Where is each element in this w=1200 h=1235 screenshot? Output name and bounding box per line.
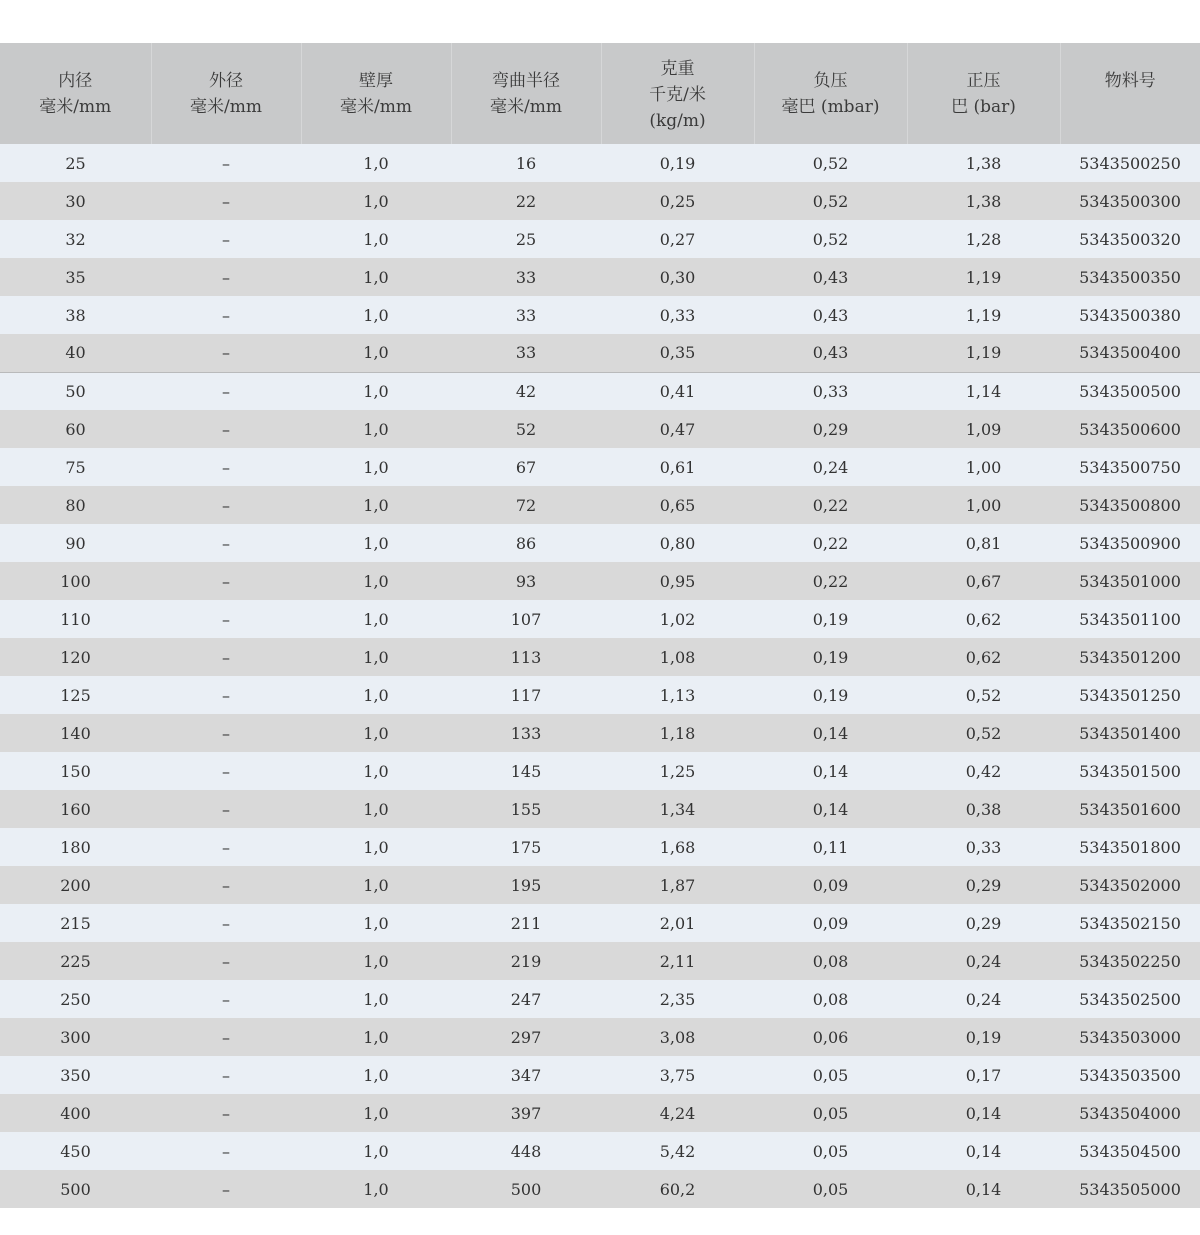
wall-thickness-cell: 1,0 <box>301 182 451 220</box>
bend-radius-cell: 52 <box>451 410 601 448</box>
outer-diameter-cell: – <box>151 1170 301 1208</box>
part-number-cell: 5343500380 <box>1060 296 1200 334</box>
weight-cell: 2,11 <box>601 942 754 980</box>
outer-diameter-cell: – <box>151 486 301 524</box>
header-outer-diameter <box>151 43 301 144</box>
vacuum-cell: 0,11 <box>754 828 907 866</box>
wall-thickness-cell: 1,0 <box>301 486 451 524</box>
bend-radius-cell: 175 <box>451 828 601 866</box>
bend-radius-cell: 297 <box>451 1018 601 1056</box>
inner-diameter-cell: 100 <box>0 562 151 600</box>
outer-diameter-cell: – <box>151 334 301 372</box>
pressure-cell: 1,19 <box>907 296 1060 334</box>
part-number-cell: 5343500900 <box>1060 524 1200 562</box>
part-number-cell: 5343500500 <box>1060 372 1200 410</box>
pressure-cell: 0,14 <box>907 1132 1060 1170</box>
part-number-cell: 5343500250 <box>1060 144 1200 182</box>
bend-radius-cell: 145 <box>451 752 601 790</box>
part-number-cell: 5343502250 <box>1060 942 1200 980</box>
weight-cell: 3,08 <box>601 1018 754 1056</box>
outer-diameter-cell: – <box>151 1132 301 1170</box>
header-line: 内径 <box>58 71 93 91</box>
header-line: 毫米/mm <box>340 97 412 117</box>
pressure-cell: 1,00 <box>907 448 1060 486</box>
outer-diameter-cell: – <box>151 980 301 1018</box>
wall-thickness-cell: 1,0 <box>301 144 451 182</box>
weight-cell: 60,2 <box>601 1170 754 1208</box>
table-row <box>0 1056 1200 1094</box>
outer-diameter-cell: – <box>151 866 301 904</box>
vacuum-cell: 0,05 <box>754 1132 907 1170</box>
outer-diameter-cell: – <box>151 258 301 296</box>
part-number-cell: 5343500350 <box>1060 258 1200 296</box>
inner-diameter-cell: 225 <box>0 942 151 980</box>
wall-thickness-cell: 1,0 <box>301 1056 451 1094</box>
weight-cell: 1,13 <box>601 676 754 714</box>
vacuum-cell: 0,05 <box>754 1056 907 1094</box>
header-line: 毫米/mm <box>190 97 262 117</box>
inner-diameter-cell: 90 <box>0 524 151 562</box>
outer-diameter-cell: – <box>151 448 301 486</box>
table-row <box>0 144 1200 182</box>
header-line: 千克/米 <box>649 85 706 105</box>
inner-diameter-cell: 75 <box>0 448 151 486</box>
part-number-cell: 5343500800 <box>1060 486 1200 524</box>
part-number-cell: 5343502500 <box>1060 980 1200 1018</box>
bend-radius-cell: 155 <box>451 790 601 828</box>
bend-radius-cell: 219 <box>451 942 601 980</box>
outer-diameter-cell: – <box>151 1094 301 1132</box>
pressure-cell: 0,81 <box>907 524 1060 562</box>
wall-thickness-cell: 1,0 <box>301 372 451 410</box>
pressure-cell: 1,19 <box>907 258 1060 296</box>
header-weight <box>601 43 754 144</box>
vacuum-cell: 0,52 <box>754 220 907 258</box>
vacuum-cell: 0,19 <box>754 600 907 638</box>
header-bend-radius <box>451 43 601 144</box>
part-number-cell: 5343500400 <box>1060 334 1200 372</box>
pressure-cell: 0,33 <box>907 828 1060 866</box>
part-number-cell: 5343501800 <box>1060 828 1200 866</box>
vacuum-cell: 0,24 <box>754 448 907 486</box>
header-line: 毫巴 (mbar) <box>781 97 880 117</box>
table-row <box>0 942 1200 980</box>
wall-thickness-cell: 1,0 <box>301 448 451 486</box>
outer-diameter-cell: – <box>151 714 301 752</box>
weight-cell: 0,19 <box>601 144 754 182</box>
table-row <box>0 1132 1200 1170</box>
bend-radius-cell: 22 <box>451 182 601 220</box>
part-number-cell: 5343501500 <box>1060 752 1200 790</box>
vacuum-cell: 0,43 <box>754 334 907 372</box>
weight-cell: 3,75 <box>601 1056 754 1094</box>
weight-cell: 0,27 <box>601 220 754 258</box>
outer-diameter-cell: – <box>151 1018 301 1056</box>
table-row <box>0 410 1200 448</box>
header-line: 壁厚 <box>359 71 393 91</box>
header-line: 正压 <box>966 71 1001 91</box>
inner-diameter-cell: 125 <box>0 676 151 714</box>
weight-cell: 0,61 <box>601 448 754 486</box>
weight-cell: 5,42 <box>601 1132 754 1170</box>
table-row <box>0 1094 1200 1132</box>
table-row <box>0 866 1200 904</box>
inner-diameter-cell: 120 <box>0 638 151 676</box>
table-row <box>0 258 1200 296</box>
weight-cell: 1,68 <box>601 828 754 866</box>
inner-diameter-cell: 250 <box>0 980 151 1018</box>
weight-cell: 1,08 <box>601 638 754 676</box>
table-body <box>0 144 1200 1208</box>
weight-cell: 0,35 <box>601 334 754 372</box>
vacuum-cell: 0,05 <box>754 1094 907 1132</box>
header-vacuum <box>754 43 907 144</box>
wall-thickness-cell: 1,0 <box>301 638 451 676</box>
bend-radius-cell: 195 <box>451 866 601 904</box>
inner-diameter-cell: 300 <box>0 1018 151 1056</box>
inner-diameter-cell: 160 <box>0 790 151 828</box>
outer-diameter-cell: – <box>151 296 301 334</box>
part-number-cell: 5343500750 <box>1060 448 1200 486</box>
inner-diameter-cell: 180 <box>0 828 151 866</box>
outer-diameter-cell: – <box>151 638 301 676</box>
pressure-cell: 0,29 <box>907 866 1060 904</box>
wall-thickness-cell: 1,0 <box>301 220 451 258</box>
wall-thickness-cell: 1,0 <box>301 790 451 828</box>
wall-thickness-cell: 1,0 <box>301 866 451 904</box>
weight-cell: 4,24 <box>601 1094 754 1132</box>
part-number-cell: 5343500300 <box>1060 182 1200 220</box>
table-row <box>0 1170 1200 1208</box>
vacuum-cell: 0,43 <box>754 258 907 296</box>
inner-diameter-cell: 150 <box>0 752 151 790</box>
inner-diameter-cell: 38 <box>0 296 151 334</box>
header-line: 克重 <box>660 59 695 79</box>
spec-table <box>0 43 1200 1208</box>
header-row <box>0 43 1200 144</box>
bend-radius-cell: 211 <box>451 904 601 942</box>
part-number-cell: 5343504500 <box>1060 1132 1200 1170</box>
weight-cell: 0,95 <box>601 562 754 600</box>
bend-radius-cell: 33 <box>451 334 601 372</box>
vacuum-cell: 0,14 <box>754 714 907 752</box>
part-number-cell: 5343502150 <box>1060 904 1200 942</box>
pressure-cell: 0,67 <box>907 562 1060 600</box>
table-row <box>0 182 1200 220</box>
table-row <box>0 676 1200 714</box>
weight-cell: 1,87 <box>601 866 754 904</box>
bend-radius-cell: 113 <box>451 638 601 676</box>
weight-cell: 2,35 <box>601 980 754 1018</box>
outer-diameter-cell: – <box>151 904 301 942</box>
table-row <box>0 372 1200 410</box>
weight-cell: 0,41 <box>601 372 754 410</box>
weight-cell: 1,34 <box>601 790 754 828</box>
header-part-number <box>1060 43 1200 144</box>
pressure-cell: 0,42 <box>907 752 1060 790</box>
wall-thickness-cell: 1,0 <box>301 904 451 942</box>
part-number-cell: 5343501000 <box>1060 562 1200 600</box>
part-number-cell: 5343501100 <box>1060 600 1200 638</box>
weight-cell: 1,18 <box>601 714 754 752</box>
header-line: 巴 (bar) <box>951 97 1016 117</box>
wall-thickness-cell: 1,0 <box>301 410 451 448</box>
vacuum-cell: 0,09 <box>754 866 907 904</box>
outer-diameter-cell: – <box>151 790 301 828</box>
bend-radius-cell: 107 <box>451 600 601 638</box>
vacuum-cell: 0,14 <box>754 790 907 828</box>
inner-diameter-cell: 35 <box>0 258 151 296</box>
pressure-cell: 0,24 <box>907 942 1060 980</box>
part-number-cell: 5343502000 <box>1060 866 1200 904</box>
pressure-cell: 0,24 <box>907 980 1060 1018</box>
outer-diameter-cell: – <box>151 182 301 220</box>
bend-radius-cell: 86 <box>451 524 601 562</box>
table-row <box>0 334 1200 372</box>
part-number-cell: 5343505000 <box>1060 1170 1200 1208</box>
vacuum-cell: 0,05 <box>754 1170 907 1208</box>
bend-radius-cell: 16 <box>451 144 601 182</box>
table-row <box>0 296 1200 334</box>
outer-diameter-cell: – <box>151 676 301 714</box>
table-row <box>0 828 1200 866</box>
vacuum-cell: 0,19 <box>754 638 907 676</box>
bend-radius-cell: 72 <box>451 486 601 524</box>
bend-radius-cell: 67 <box>451 448 601 486</box>
table-row <box>0 752 1200 790</box>
part-number-cell: 5343501400 <box>1060 714 1200 752</box>
table-row <box>0 904 1200 942</box>
pressure-cell: 1,28 <box>907 220 1060 258</box>
table-row <box>0 790 1200 828</box>
pressure-cell: 0,19 <box>907 1018 1060 1056</box>
pressure-cell: 0,38 <box>907 790 1060 828</box>
part-number-cell: 5343501250 <box>1060 676 1200 714</box>
wall-thickness-cell: 1,0 <box>301 1018 451 1056</box>
vacuum-cell: 0,08 <box>754 980 907 1018</box>
header-line: 毫米/mm <box>39 97 112 117</box>
outer-diameter-cell: – <box>151 144 301 182</box>
pressure-cell: 1,00 <box>907 486 1060 524</box>
wall-thickness-cell: 1,0 <box>301 980 451 1018</box>
table-row <box>0 980 1200 1018</box>
weight-cell: 0,47 <box>601 410 754 448</box>
vacuum-cell: 0,52 <box>754 182 907 220</box>
inner-diameter-cell: 40 <box>0 334 151 372</box>
wall-thickness-cell: 1,0 <box>301 296 451 334</box>
spec-table-container <box>0 43 1200 1208</box>
weight-cell: 0,25 <box>601 182 754 220</box>
outer-diameter-cell: – <box>151 524 301 562</box>
bend-radius-cell: 397 <box>451 1094 601 1132</box>
weight-cell: 1,02 <box>601 600 754 638</box>
inner-diameter-cell: 30 <box>0 182 151 220</box>
table-row <box>0 562 1200 600</box>
vacuum-cell: 0,22 <box>754 524 907 562</box>
inner-diameter-cell: 80 <box>0 486 151 524</box>
inner-diameter-cell: 50 <box>0 372 151 410</box>
inner-diameter-cell: 215 <box>0 904 151 942</box>
pressure-cell: 0,52 <box>907 676 1060 714</box>
vacuum-cell: 0,43 <box>754 296 907 334</box>
pressure-cell: 0,52 <box>907 714 1060 752</box>
wall-thickness-cell: 1,0 <box>301 334 451 372</box>
outer-diameter-cell: – <box>151 828 301 866</box>
part-number-cell: 5343500320 <box>1060 220 1200 258</box>
pressure-cell: 1,19 <box>907 334 1060 372</box>
table-row <box>0 448 1200 486</box>
inner-diameter-cell: 350 <box>0 1056 151 1094</box>
pressure-cell: 0,29 <box>907 904 1060 942</box>
bend-radius-cell: 133 <box>451 714 601 752</box>
outer-diameter-cell: – <box>151 372 301 410</box>
pressure-cell: 1,38 <box>907 144 1060 182</box>
weight-cell: 0,80 <box>601 524 754 562</box>
header-wall-thickness <box>301 43 451 144</box>
wall-thickness-cell: 1,0 <box>301 752 451 790</box>
pressure-cell: 0,14 <box>907 1094 1060 1132</box>
vacuum-cell: 0,14 <box>754 752 907 790</box>
wall-thickness-cell: 1,0 <box>301 1170 451 1208</box>
table-row <box>0 220 1200 258</box>
pressure-cell: 1,14 <box>907 372 1060 410</box>
table-row <box>0 600 1200 638</box>
part-number-cell: 5343503500 <box>1060 1056 1200 1094</box>
outer-diameter-cell: – <box>151 752 301 790</box>
outer-diameter-cell: – <box>151 600 301 638</box>
header-line: 外径 <box>209 71 243 91</box>
table-row <box>0 638 1200 676</box>
table-row <box>0 524 1200 562</box>
wall-thickness-cell: 1,0 <box>301 258 451 296</box>
header-line: 物料号 <box>1104 71 1156 91</box>
wall-thickness-cell: 1,0 <box>301 600 451 638</box>
inner-diameter-cell: 140 <box>0 714 151 752</box>
part-number-cell: 5343500600 <box>1060 410 1200 448</box>
table-row <box>0 714 1200 752</box>
part-number-cell: 5343501200 <box>1060 638 1200 676</box>
wall-thickness-cell: 1,0 <box>301 1094 451 1132</box>
part-number-cell: 5343501600 <box>1060 790 1200 828</box>
weight-cell: 0,30 <box>601 258 754 296</box>
weight-cell: 0,65 <box>601 486 754 524</box>
weight-cell: 2,01 <box>601 904 754 942</box>
header-inner-diameter <box>0 43 151 144</box>
bend-radius-cell: 33 <box>451 258 601 296</box>
vacuum-cell: 0,19 <box>754 676 907 714</box>
wall-thickness-cell: 1,0 <box>301 942 451 980</box>
wall-thickness-cell: 1,0 <box>301 562 451 600</box>
pressure-cell: 1,09 <box>907 410 1060 448</box>
pressure-cell: 0,62 <box>907 638 1060 676</box>
pressure-cell: 0,17 <box>907 1056 1060 1094</box>
inner-diameter-cell: 25 <box>0 144 151 182</box>
header-line: 负压 <box>813 71 848 91</box>
header-pressure <box>907 43 1060 144</box>
vacuum-cell: 0,22 <box>754 486 907 524</box>
outer-diameter-cell: – <box>151 1056 301 1094</box>
bend-radius-cell: 42 <box>451 372 601 410</box>
vacuum-cell: 0,52 <box>754 144 907 182</box>
bend-radius-cell: 347 <box>451 1056 601 1094</box>
table-row <box>0 486 1200 524</box>
inner-diameter-cell: 60 <box>0 410 151 448</box>
table-header <box>0 43 1200 144</box>
outer-diameter-cell: – <box>151 410 301 448</box>
wall-thickness-cell: 1,0 <box>301 828 451 866</box>
bend-radius-cell: 247 <box>451 980 601 1018</box>
wall-thickness-cell: 1,0 <box>301 676 451 714</box>
pressure-cell: 0,62 <box>907 600 1060 638</box>
vacuum-cell: 0,06 <box>754 1018 907 1056</box>
vacuum-cell: 0,29 <box>754 410 907 448</box>
bend-radius-cell: 500 <box>451 1170 601 1208</box>
inner-diameter-cell: 110 <box>0 600 151 638</box>
wall-thickness-cell: 1,0 <box>301 524 451 562</box>
header-line: 弯曲半径 <box>492 71 560 91</box>
part-number-cell: 5343504000 <box>1060 1094 1200 1132</box>
inner-diameter-cell: 200 <box>0 866 151 904</box>
outer-diameter-cell: – <box>151 562 301 600</box>
part-number-cell: 5343503000 <box>1060 1018 1200 1056</box>
weight-cell: 0,33 <box>601 296 754 334</box>
outer-diameter-cell: – <box>151 220 301 258</box>
wall-thickness-cell: 1,0 <box>301 1132 451 1170</box>
bend-radius-cell: 25 <box>451 220 601 258</box>
table-row <box>0 1018 1200 1056</box>
vacuum-cell: 0,22 <box>754 562 907 600</box>
pressure-cell: 1,38 <box>907 182 1060 220</box>
bend-radius-cell: 117 <box>451 676 601 714</box>
inner-diameter-cell: 32 <box>0 220 151 258</box>
weight-cell: 1,25 <box>601 752 754 790</box>
wall-thickness-cell: 1,0 <box>301 714 451 752</box>
bend-radius-cell: 33 <box>451 296 601 334</box>
vacuum-cell: 0,08 <box>754 942 907 980</box>
vacuum-cell: 0,09 <box>754 904 907 942</box>
outer-diameter-cell: – <box>151 942 301 980</box>
vacuum-cell: 0,33 <box>754 372 907 410</box>
bend-radius-cell: 448 <box>451 1132 601 1170</box>
pressure-cell: 0,14 <box>907 1170 1060 1208</box>
inner-diameter-cell: 400 <box>0 1094 151 1132</box>
inner-diameter-cell: 500 <box>0 1170 151 1208</box>
header-line: 毫米/mm <box>490 97 562 117</box>
inner-diameter-cell: 450 <box>0 1132 151 1170</box>
bend-radius-cell: 93 <box>451 562 601 600</box>
header-line: (kg/m) <box>649 111 706 131</box>
